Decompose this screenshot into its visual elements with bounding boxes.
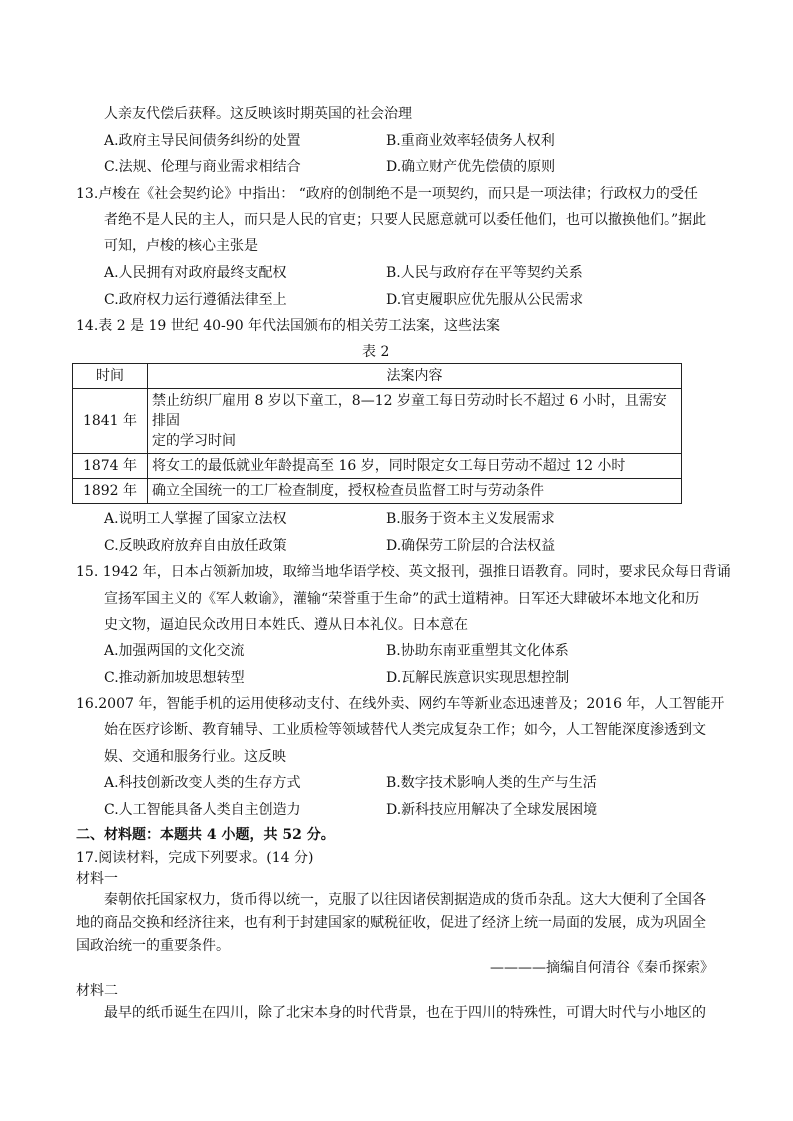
table-row [73,454,682,479]
q12-stem-tail: 人亲友代偿后获释。这反映该时期英国的社会治理 [104,106,412,122]
q14-option-c: C.反映政府放弃自由放任政策 [104,538,287,554]
q14-stem: 14.表 2 是 19 世纪 40-90 年代法国颁布的相关劳工法案，这些法案 [76,318,501,334]
q16-stem-line1: 16.2007 年，智能手机的运用使移动支付、在线外卖、网约车等新业态迅速普及；2016 年，人工智能开 [76,696,725,712]
q15-stem-line1: 15. 1942 年，日本占领新加坡，取缔当地华语学校、英文报刊，强推日语教育。同时，要求民众每日背诵 [76,564,731,580]
q15-option-d: D.瓦解民族意识实现思想控制 [386,670,570,686]
table-header-row [73,364,682,389]
q12-option-c: C.法规、伦理与商业需求相结合 [104,159,301,175]
q13-option-c: C.政府权力运行遵循法律至上 [104,292,287,308]
q17-stem: 17.阅读材料，完成下列要求。(14 分) [76,850,314,866]
material-2-line1: 最早的纸币诞生在四川，除了北宋本身的时代背景，也在于四川的特殊性，可谓大时代与小地区的 [104,1005,706,1021]
material-1-line3: 国政治统一的重要条件。 [76,938,230,954]
q15-option-b: B.协助东南亚重塑其文化体系 [386,643,569,659]
table-cell-content: 将女工的最低就业年龄提高至 16 岁，同时限定女工每日劳动不超过 12 小时 [148,454,682,479]
law-table [72,363,682,504]
material-1-source: ————摘编自何清谷《秦币探索》 [490,960,714,976]
q16-option-c: C.人工智能具备人类自主创造力 [104,802,301,818]
q16-stem-line2: 始在医疗诊断、教育辅导、工业质检等领域替代人类完成复杂工作；如今，人工智能深度渗透到文 [104,722,706,738]
q13-stem-line2: 者绝不是人民的主人，而只是人民的官吏；只要人民愿意就可以委任他们，也可以撤换他们。”据此 [104,212,707,228]
q12-option-d: D.确立财产优先偿债的原则 [386,159,556,175]
table-caption: 表 2 [362,344,390,360]
q13-stem-line3: 可知，卢梭的核心主张是 [104,238,258,254]
q16-option-b: B.数字技术影响人类的生产与生活 [386,775,597,791]
table-cell-content [148,389,682,454]
material-2-title: 材料二 [76,983,118,999]
q15-option-c: C.推动新加坡思想转型 [104,670,245,686]
table-row [73,479,682,504]
q16-option-d: D.新科技应用解决了全球发展困境 [386,802,598,818]
table-cell-content-line: 禁止纺织厂雇用 8 岁以下童工，8—12 岁童工每日劳动时长不超过 6 小时，且需安排固 [152,393,667,429]
q13-option-d: D.官吏履职应优先服从公民需求 [386,292,584,308]
table-cell-content: 确立全国统一的工厂检查制度，授权检查员监督工时与劳动条件 [148,479,682,504]
q16-stem-line3: 娱、交通和服务行业。这反映 [104,749,286,765]
table-cell-year: 1892 年 [73,479,148,504]
q14-option-d: D.确保劳工阶层的合法权益 [386,538,556,554]
q16-option-a: A.科技创新改变人类的生存方式 [104,775,301,791]
q12-option-a: A.政府主导民间债务纠纷的处置 [104,133,301,149]
material-1-line2: 地的商品交换和经济往来，也有利于封建国家的赋税征收，促进了经济上统一局面的发展，成为巩固全 [76,915,706,931]
q13-stem-line1: 13.卢梭在《社会契约论》中指出： “政府的创制绝不是一项契约，而只是一项法律；行政权力的受任 [76,186,698,202]
q14-option-b: B.服务于资本主义发展需求 [386,511,555,527]
q12-option-b: B.重商业效率轻债务人权利 [386,133,555,149]
material-1-line1: 秦朝依托国家权力，货币得以统一，克服了以往因诸侯割据造成的货币杂乱。这大大便利了全国各 [104,892,706,908]
q14-option-a: A.说明工人掌握了国家立法权 [104,511,287,527]
q15-stem-line2: 宣扬军国主义的《军人敕谕》，灌输“荣誉重于生命”的武士道精神。日军还大肆破坏本地文化和历 [104,591,700,607]
table-cell-content-line: 定的学习时间 [152,433,236,449]
q15-option-a: A.加强两国的文化交流 [104,643,245,659]
q13-option-a: A.人民拥有对政府最终支配权 [104,265,287,281]
table-header-time: 时间 [73,364,148,389]
q15-stem-line3: 史文物，逼迫民众改用日本姓氏、遵从日本礼仪。日本意在 [104,617,468,633]
material-1-title: 材料一 [76,871,118,887]
table-cell-year: 1874 年 [73,454,148,479]
table-row [73,389,682,454]
table-cell-year: 1841 年 [73,389,148,454]
table-header-content: 法案内容 [148,364,682,389]
q13-option-b: B.人民与政府存在平等契约关系 [386,265,583,281]
section-heading: 二、材料题：本题共 4 小题，共 52 分。 [76,827,335,843]
